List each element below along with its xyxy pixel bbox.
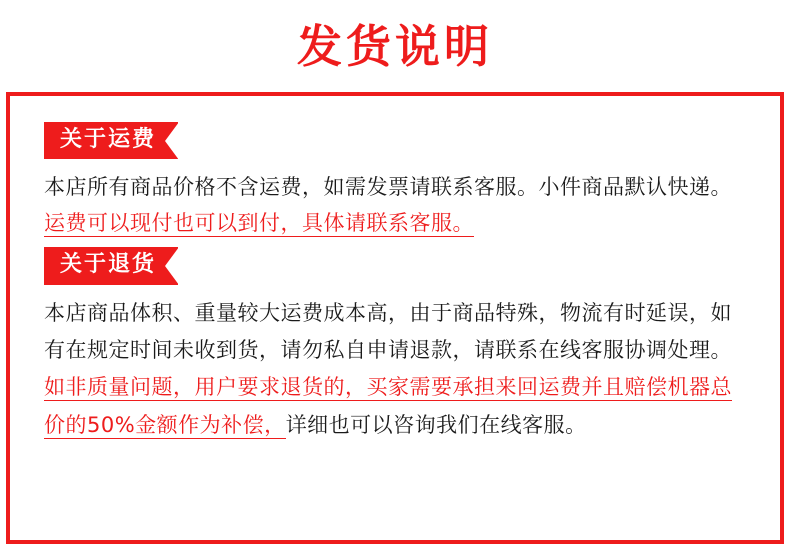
page-title: 发货说明 bbox=[296, 19, 493, 73]
section-returns bbox=[44, 247, 746, 444]
shipping-fee-text-plain: 本店所有商品价格不含运费，如需发票请联系客服。小件商品默认快递。 bbox=[44, 175, 732, 200]
returns-text-plain-2: 详细也可以咨询我们在线客服。 bbox=[285, 412, 587, 437]
title-area bbox=[0, 0, 790, 92]
notice-box bbox=[6, 92, 784, 544]
section-body-shipping-fee bbox=[44, 169, 746, 241]
section-shipping-fee bbox=[44, 122, 746, 241]
returns-text-highlight: 如非质量问题，用户要求退货的，买家需要承担来回运费并且赔偿机器总价的50%金额作为补偿， bbox=[44, 375, 732, 437]
shipping-fee-text-highlight: 运费可以现付也可以到付，具体请联系客服。 bbox=[44, 211, 474, 236]
section-flag-shipping-fee: 关于运费 bbox=[44, 122, 178, 159]
section-flag-returns: 关于退货 bbox=[44, 247, 178, 284]
section-body-returns bbox=[44, 295, 746, 445]
returns-text-plain-1: 本店商品体积、重量较大运费成本高，由于商品特殊，物流有时延误，如有在规定时间未收到货，请勿私自申请退款，请联系在线客服协调处理。 bbox=[44, 300, 732, 362]
